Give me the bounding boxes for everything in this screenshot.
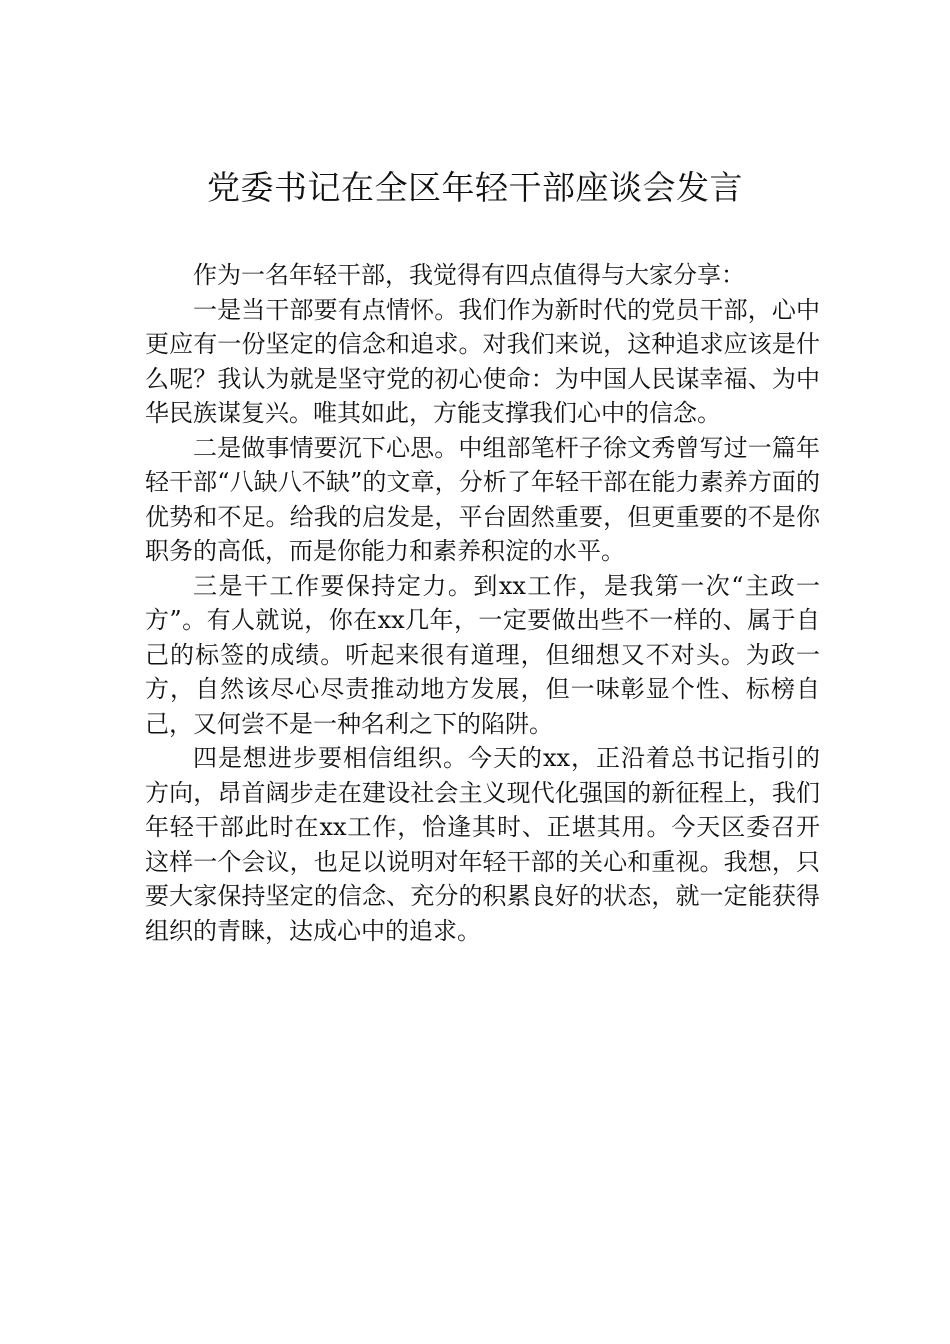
document-body [145,258,820,948]
paragraph-point-2: 二是做事情要沉下心思。中组部笔杆子徐文秀曾写过一篇年轻干部“八缺八不缺”的文章，分析了年轻干部在能力素养方面的优势和不足。给我的启发是，平台固然重要，但更重要的不是你职务的高低，而是你能力和素养积淀的水平。 [145,433,820,565]
paragraph-point-1: 一是当干部要有点情怀。我们作为新时代的党员干部，心中更应有一份坚定的信念和追求。对我们来说，这种追求应该是什么呢？我认为就是坚守党的初心使命：为中国人民谋幸福、为中华民族谋复兴。唯其如此，方能支撑我们心中的信念。 [145,295,820,427]
paragraph-intro: 作为一名年轻干部，我觉得有四点值得与大家分享： [193,261,745,289]
paragraph-point-4: 四是想进步要相信组织。今天的xx，正沿着总书记指引的方向，昂首阔步走在建设社会主义现代化强国的新征程上，我们年轻干部此时在xx工作，恰逢其时、正堪其用。今天区委召开这样一个会议，也足以说明对年轻干部的关心和重视。我想，只要大家保持坚定的信念、充分的积累良好的状态，就一定能获得组织的青睐，达成心中的追求。 [145,744,820,945]
document-title: 党委书记在全区年轻干部座谈会发言 [207,168,743,207]
paragraph-point-3: 三是干工作要保持定力。到xx工作，是我第一次“主政一方”。有人就说，你在xx几年，一定要做出些不一样的、属于自己的标签的成绩。听起来很有道理，但细想又不对头。为政一方，自然该尽心尽责推动地方发展，但一味彰显个性、标榜自己，又何尝不是一种名利之下的陷阱。 [145,571,820,738]
